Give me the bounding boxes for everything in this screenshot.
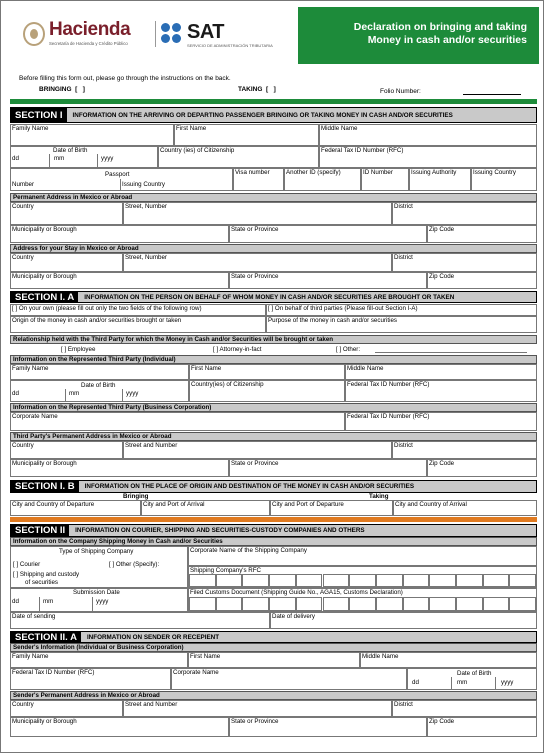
- s1-state-field[interactable]: State or Province: [229, 225, 427, 243]
- s1-street-field[interactable]: Street, Number: [123, 202, 392, 225]
- s1-stay-zip-field[interactable]: Zip Code: [427, 272, 537, 289]
- s1-passport-issuing-country: Issuing Country: [122, 181, 165, 188]
- char-box[interactable]: [376, 597, 403, 611]
- taking-checkbox[interactable]: TAKING [ ]: [238, 86, 276, 93]
- sat-subtitle: SERVICIO DE ADMINISTRACIÓN TRIBUTARIA: [187, 43, 273, 48]
- s2-securities-label: of securities: [25, 579, 59, 586]
- s1-stay-country-field[interactable]: Country: [10, 253, 123, 272]
- char-box[interactable]: [483, 597, 510, 611]
- s1a-state-field[interactable]: State or Province: [229, 459, 427, 477]
- divider: [120, 179, 121, 191]
- s1a-street-field[interactable]: Street and Number: [123, 441, 392, 459]
- s2-type-label: Type of Shipping Company: [59, 548, 134, 555]
- s2a-middle-name-field[interactable]: Middle Name: [360, 652, 537, 668]
- char-box[interactable]: [376, 574, 403, 587]
- orange-divider: [10, 517, 537, 522]
- s2a-municipality-field[interactable]: Municipality or Borough: [10, 717, 229, 737]
- section-2-title: SECTION II: [11, 525, 69, 536]
- s2-rfc-label: Shipping Company's RFC: [190, 567, 261, 574]
- char-box[interactable]: [269, 574, 296, 587]
- char-box[interactable]: [242, 597, 269, 611]
- s1a-district-field[interactable]: District: [392, 441, 537, 459]
- section-2a-desc: INFORMATION ON SENDER OR RECEPIENT: [86, 633, 220, 641]
- s1-middle-name-field[interactable]: Middle Name: [319, 124, 537, 146]
- s1b-arrival-field[interactable]: City and Port of Arrival: [141, 500, 270, 516]
- s2-dd: dd: [12, 598, 19, 605]
- bringing-checkbox[interactable]: BRINGING [ ]: [39, 86, 85, 93]
- s2a-first-name-field[interactable]: First Name: [188, 652, 360, 668]
- s1-zip-field[interactable]: Zip Code: [427, 225, 537, 243]
- s1-stay-district-field[interactable]: District: [392, 253, 537, 272]
- section-1a-header: [10, 291, 537, 303]
- s2a-district-field[interactable]: District: [392, 700, 537, 717]
- char-box[interactable]: [189, 597, 216, 611]
- char-box[interactable]: [429, 597, 456, 611]
- s2-other-checkbox[interactable]: [ ] Other (Specify):: [109, 561, 160, 568]
- section-2-desc: INFORMATION ON COURIER, SHIPPING AND SECURITIES-CUSTODY COMPANIES AND OTHERS: [75, 527, 365, 534]
- char-box[interactable]: [216, 597, 243, 611]
- s1-family-name-field[interactable]: Family Name: [10, 124, 174, 146]
- s1b-taking-departure-field[interactable]: City and Port of Departure: [270, 500, 393, 516]
- form-title-line2: Money in cash and/or securities: [367, 34, 527, 46]
- s1a-other-input[interactable]: [375, 345, 527, 353]
- s2-shipping-custody-checkbox[interactable]: [ ] Shipping and custody: [13, 571, 80, 578]
- char-box[interactable]: [509, 597, 536, 611]
- section-1-desc: INFORMATION ON THE ARRIVING OR DEPARTING PASSENGER BRINGING OR TAKING MONEY IN CASH AND/OR SECURITIES: [72, 111, 453, 119]
- s1-country-field[interactable]: Country: [10, 202, 123, 225]
- char-box[interactable]: [296, 574, 323, 587]
- char-box[interactable]: [216, 574, 243, 587]
- section-2a-header: [10, 631, 537, 643]
- divider: [495, 677, 496, 690]
- s1b-taking-label: Taking: [369, 493, 389, 500]
- s1a-rfc-field[interactable]: Federal Tax ID Number (RFC): [345, 380, 537, 402]
- s2-yyyy: yyyy: [96, 598, 109, 605]
- divider: [39, 597, 40, 612]
- char-box[interactable]: [509, 574, 536, 587]
- char-box[interactable]: [296, 597, 323, 611]
- s1a-behalf-checkbox[interactable]: [ ] On behalf of third parties (Please fill-out Section I-A): [266, 304, 537, 316]
- char-box[interactable]: [483, 574, 510, 587]
- s1b-bringing-label: Bringing: [123, 493, 149, 500]
- s1-stay-municipality-field[interactable]: Municipality or Borough: [10, 272, 229, 289]
- hacienda-wordmark: Hacienda: [49, 19, 131, 40]
- s1a-country-field[interactable]: Country: [10, 441, 123, 459]
- sat-dots-icon: [161, 23, 183, 45]
- s1a-origin-field[interactable]: Origin of the money in cash and/or securities brought or taken: [10, 316, 266, 333]
- s2a-family-name-field[interactable]: Family Name: [10, 652, 188, 668]
- char-box[interactable]: [456, 574, 483, 587]
- s1a-first-name-field[interactable]: First Name: [189, 364, 345, 380]
- s1a-family-name-field[interactable]: Family Name: [10, 364, 189, 380]
- divider: [97, 154, 98, 167]
- s1a-dob-label: Date of Birth: [81, 382, 116, 389]
- folio-input[interactable]: [463, 94, 521, 95]
- s1-perm-address-header: Permanent Address in Mexico or Abroad: [10, 193, 537, 202]
- section-1b-desc: INFORMATION ON THE PLACE OF ORIGIN AND DESTINATION OF THE MONEY IN CASH AND/OR SECURITIES: [84, 483, 415, 490]
- divider: [92, 597, 93, 612]
- s1-first-name-field[interactable]: First Name: [174, 124, 319, 146]
- section-2a-title: SECTION II. A: [11, 632, 81, 642]
- s2-customs-label: Filed Customs Document (Shipping Guide No., AGA15, Customs Declaration): [190, 589, 403, 596]
- s1a-corporate-name-field[interactable]: Corporate Name: [10, 412, 345, 431]
- s1a-employee-checkbox[interactable]: [ ] Employee: [61, 346, 96, 353]
- char-box[interactable]: [242, 574, 269, 587]
- s1b-departure-field[interactable]: City and Country of Departure: [10, 500, 141, 516]
- s1-stay-state-field[interactable]: State or Province: [229, 272, 427, 289]
- s1-passport-label: Passport: [105, 171, 130, 178]
- section-1a-title: SECTION I. A: [11, 292, 78, 302]
- divider: [49, 154, 50, 167]
- sat-logo: [161, 19, 281, 53]
- char-box[interactable]: [323, 574, 350, 587]
- s2a-rfc-field[interactable]: Federal Tax ID Number (RFC): [10, 668, 171, 690]
- section-1a-desc: INFORMATION ON THE PERSON ON BEHALF OF WHOM MONEY IN CASH AND/OR SECURITIES ARE BROUGHT OR TAKEN: [84, 293, 455, 301]
- form-title-line1: Declaration on bringing and taking: [353, 21, 527, 33]
- section-1-header: [10, 107, 537, 123]
- s1-stay-street-field[interactable]: Street, Number: [123, 253, 392, 272]
- s1a-municipality-field[interactable]: Municipality or Borough: [10, 459, 229, 477]
- char-box[interactable]: [349, 597, 376, 611]
- s2-company-header: Information on the Company Shipping Money in Cash and/or Securities: [10, 537, 537, 546]
- s1-id-number-field[interactable]: ID Number: [361, 168, 409, 191]
- s1a-zip-field[interactable]: Zip Code: [427, 459, 537, 477]
- s1-issuing-country-field[interactable]: Issuing Country: [471, 168, 537, 191]
- s1a-dob-yyyy: yyyy: [126, 390, 139, 397]
- s1a-middle-name-field[interactable]: Middle Name: [345, 364, 537, 380]
- s1a-purpose-field[interactable]: Purpose of the money in cash and/or securities: [266, 316, 537, 333]
- s2a-dd: dd: [412, 679, 419, 686]
- s2-corporate-name-field[interactable]: Corporate Name of the Shipping Company: [188, 546, 537, 566]
- s2a-country-field[interactable]: Country: [10, 700, 123, 717]
- s1-citizenship-field[interactable]: Country (ies) of Citizenship: [158, 146, 319, 168]
- s1a-dob-dd: dd: [12, 390, 19, 397]
- char-box[interactable]: [403, 574, 430, 587]
- s1-issuing-authority-field[interactable]: Issuing Authority: [409, 168, 471, 191]
- s2-courier-checkbox[interactable]: [ ] Courier: [13, 561, 41, 568]
- s1a-other-checkbox[interactable]: [ ] Other:: [336, 346, 361, 353]
- s1-stay-address-header: Address for your Stay in Mexico or Abroad: [10, 244, 537, 253]
- s1a-dob-mm: mm: [69, 390, 80, 397]
- divider: [65, 389, 66, 402]
- char-box[interactable]: [429, 574, 456, 587]
- sat-wordmark: SAT: [187, 21, 225, 43]
- s1-dob-label: Date of Birth: [53, 147, 88, 154]
- mexican-seal-icon: [23, 22, 45, 46]
- s1a-citizenship-field[interactable]: Country(ies) of Citizenship: [189, 380, 345, 402]
- char-box[interactable]: [403, 597, 430, 611]
- char-box[interactable]: [456, 597, 483, 611]
- hacienda-subtitle: Secretaría de Hacienda y Crédito Público: [49, 41, 128, 46]
- divider: [122, 389, 123, 402]
- s2a-corporate-name-field[interactable]: Corporate Name: [171, 668, 407, 690]
- section-2-header: [10, 524, 537, 537]
- s1a-corporation-header: Information on the Represented Third Party (Business Corporation): [10, 403, 537, 412]
- s1a-relationship-header: Relationship held with the Third Party for which the Money in Cash and/or Securities will be brought or taken: [10, 335, 537, 344]
- s1-other-id-field[interactable]: Another ID (specify): [284, 168, 361, 191]
- s2a-zip-field[interactable]: Zip Code: [427, 717, 537, 737]
- char-box[interactable]: [189, 574, 216, 587]
- s1-municipality-field[interactable]: Municipality or Borough: [10, 225, 229, 243]
- s1-passport-number: Number: [12, 181, 35, 188]
- section-1b-header: [10, 480, 537, 493]
- char-box[interactable]: [349, 574, 376, 587]
- s1-dob-yyyy: yyyy: [101, 155, 114, 162]
- section-1b-title: SECTION I. B: [11, 481, 79, 492]
- s1b-taking-arrival-field[interactable]: City and Country of Arrival: [393, 500, 537, 516]
- hacienda-logo: [23, 19, 148, 53]
- s2-mm: mm: [43, 598, 54, 605]
- green-divider: [10, 99, 537, 104]
- char-box[interactable]: [269, 597, 296, 611]
- s2-sending-date-field[interactable]: Date of sending: [10, 612, 270, 629]
- s1-rfc-field[interactable]: Federal Tax ID Number (RFC): [319, 146, 537, 168]
- instructions-text: Before filling this form out, please go through the instructions on the back.: [19, 75, 231, 82]
- s1a-attorney-checkbox[interactable]: [ ] Attorney-in-fact: [213, 346, 262, 353]
- s2a-mm: mm: [457, 679, 468, 686]
- s2a-perm-address-header: Sender's Permanent Address in Mexico or Abroad: [10, 691, 537, 700]
- divider: [451, 677, 452, 690]
- s1-dob-mm: mm: [54, 155, 65, 162]
- s2a-yyyy: yyyy: [501, 679, 514, 686]
- s1-dob-dd: dd: [12, 155, 19, 162]
- s2-submission-label: Submission Date: [73, 589, 120, 596]
- folio-label: Folio Number:: [380, 88, 421, 95]
- s1a-own-checkbox[interactable]: [ ] On your own (please fill out only the two fields of the following row): [10, 304, 266, 316]
- logo-divider: [155, 21, 156, 47]
- s2a-state-field[interactable]: State or Province: [229, 717, 427, 737]
- form-header: [9, 7, 539, 64]
- s2-delivery-date-field[interactable]: Date of delivery: [270, 612, 537, 629]
- s1-district-field[interactable]: District: [392, 202, 537, 225]
- section-1-title: SECTION I: [11, 108, 67, 122]
- s2a-dob-label: Date of Birth: [457, 670, 492, 677]
- s1-visa-field[interactable]: Visa number: [233, 168, 284, 191]
- s1a-perm-address-header: Third Party's Permanent Address in Mexico or Abroad: [10, 432, 537, 441]
- char-box[interactable]: [323, 597, 350, 611]
- s1a-individual-header: Information on the Represented Third Party (Individual): [10, 355, 537, 364]
- s2a-sender-header: Sender's Information (Individual or Business Corporation): [10, 643, 537, 652]
- s1a-corp-rfc-field[interactable]: Federal Tax ID Number (RFC): [345, 412, 537, 431]
- form-title-box: [298, 7, 539, 64]
- s2a-street-field[interactable]: Street and Number: [123, 700, 392, 717]
